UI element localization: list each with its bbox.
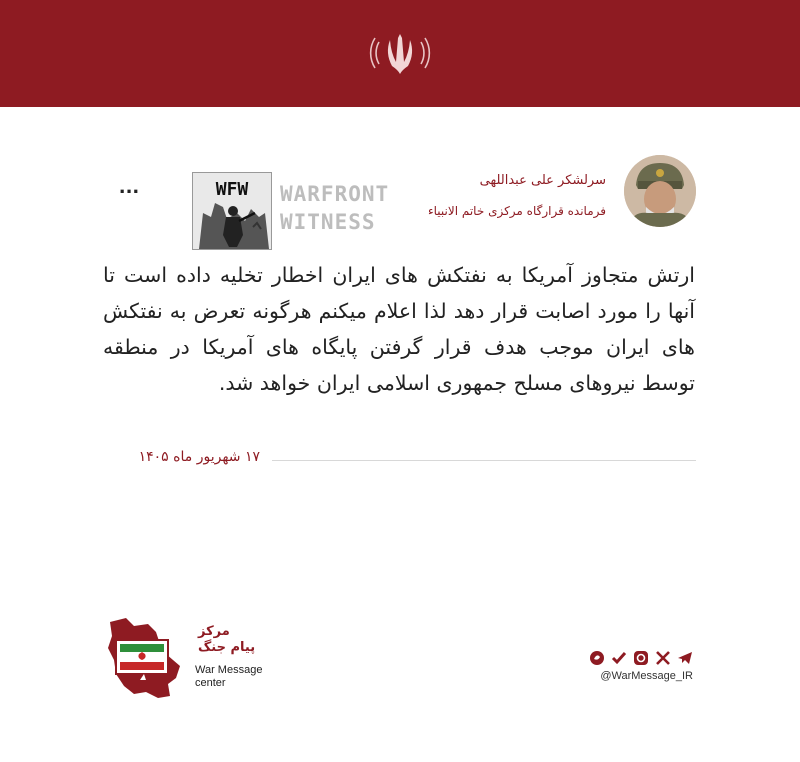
social-handle[interactable]: @WarMessage_IR (600, 670, 693, 682)
warfront-witness-logo (192, 172, 272, 250)
telegram-icon[interactable] (677, 650, 693, 666)
avatar (624, 155, 696, 227)
instagram-icon[interactable] (633, 650, 649, 666)
post-header (0, 0, 800, 260)
brand-name-line-1: مرکز (198, 624, 230, 639)
post-date: ۱۷ شهریور ماه ۱۴۰۵ (138, 449, 260, 465)
check-icon[interactable] (611, 650, 627, 666)
brand-english-line-1: War Message (195, 664, 263, 676)
svg-text:WFW: WFW (215, 179, 249, 200)
badge-line-2: WITNESS (280, 210, 376, 234)
divider (272, 460, 696, 461)
author-title: فرمانده قرارگاه مرکزی خاتم الانبیاء (427, 204, 606, 218)
brand-english-line-2: center (195, 677, 226, 689)
social-links (588, 648, 693, 668)
x-icon[interactable] (655, 650, 671, 666)
eitaa-icon[interactable] (589, 650, 605, 666)
badge-line-1: WARFRONT (280, 182, 390, 206)
war-message-center-logo (104, 614, 184, 700)
warfront-witness-text (280, 180, 405, 236)
author-name: سرلشکر علی عبداللهی (479, 173, 606, 188)
post-body: ارتش متجاوز آمریکا به نفتکش های ایران اخطار تخلیه داده است تا آنها را مورد اصابت قرار دهد لذا اعلام میکنم هرگونه تعرض به نفتکش های ایران موجب هدف قرار گرفتن پایگاه های آمریکا در منطقه توسط نیروهای مسلح جمهوری اسلامی ایران خواهد شد. (103, 263, 695, 395)
brand-name-line-2: پیام جنگ (198, 640, 256, 655)
more-options-button[interactable]: ... (118, 177, 140, 198)
